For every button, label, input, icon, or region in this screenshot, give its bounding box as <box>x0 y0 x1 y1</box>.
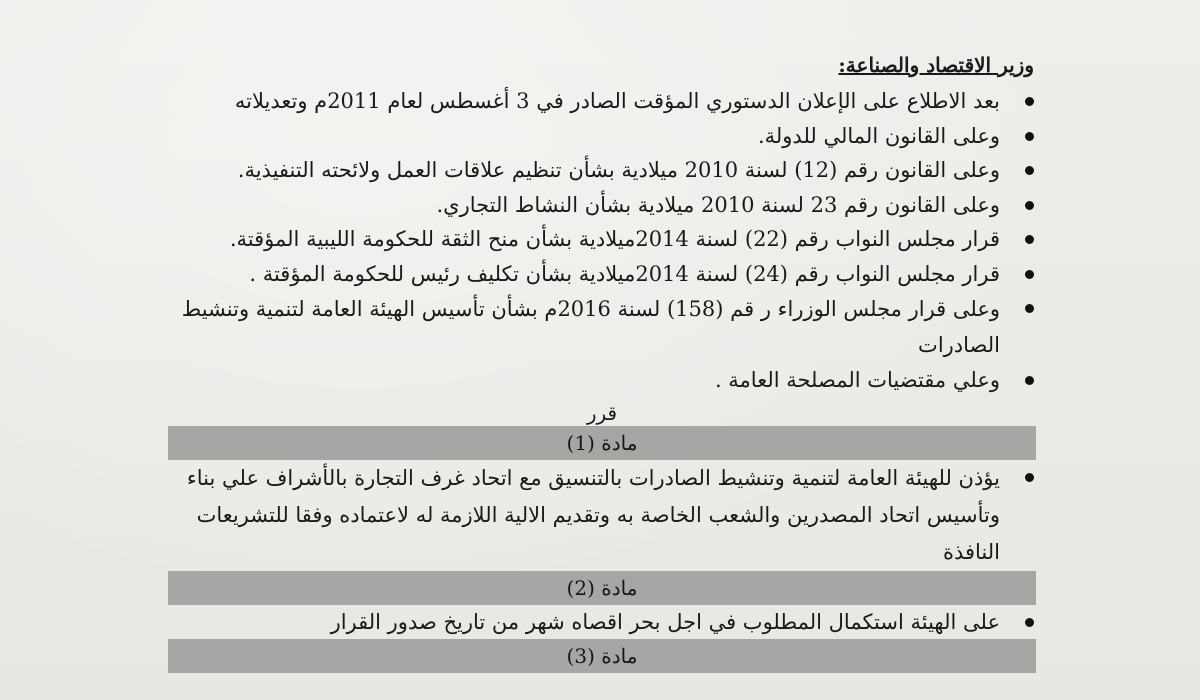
article-3-title: مادة (3) <box>168 639 1036 673</box>
bullet-icon <box>1025 618 1034 627</box>
preamble-item: بعد الاطلاع على الإعلان الدستوري المؤقت الصادر في 3 أغسطس لعام 2011م وتعديلاته <box>170 84 1034 119</box>
article-1-list <box>170 460 1034 571</box>
preamble-item: وعلى القانون المالي للدولة. <box>170 119 1034 154</box>
preamble-item: قرار مجلس النواب رقم (24) لسنة 2014ميلادية بشأن تكليف رئيس للحكومة المؤقتة . <box>170 257 1034 292</box>
article-2-list <box>170 605 1034 640</box>
bullet-icon <box>1025 473 1034 482</box>
minister-heading: وزير الاقتصاد والصناعة: <box>838 53 1034 77</box>
bullet-icon <box>1025 166 1034 175</box>
article-2-text: على الهيئة استكمال المطلوب في اجل بحر اقصاه شهر من تاريخ صدور القرار <box>170 605 1034 640</box>
preamble-item: وعلي مقتضيات المصلحة العامة . <box>170 363 1034 398</box>
bullet-icon <box>1025 376 1034 385</box>
preamble-item: وعلى قرار مجلس الوزراء ر قم (158) لسنة 2016م بشأن تأسيس الهيئة العامة لتنمية وتنشيط الصادرات <box>170 291 1034 363</box>
decree-body <box>170 50 1034 673</box>
decision-label: قرر <box>586 400 618 425</box>
bullet-icon <box>1025 270 1034 279</box>
bullet-icon <box>1025 304 1034 313</box>
preamble-item: قرار مجلس النواب رقم (22) لسنة 2014ميلادية بشأن منح الثقة للحكومة الليبية المؤقتة. <box>170 222 1034 257</box>
preamble-list <box>170 84 1034 398</box>
article-1-text: يؤذن للهيئة العامة لتنمية وتنشيط الصادرات بالتنسيق مع اتحاد غرف التجارة بالأشراف علي بناء وتأسيس اتحاد المصدرين والشعب الخاصة به وتقديم الالية اللازمة له لاعتماده وفقا للتشريعات النافذة <box>170 460 1034 571</box>
preamble-item: وعلى القانون رقم 23 لسنة 2010 ميلادية بشأن النشاط التجاري. <box>170 188 1034 223</box>
bullet-icon <box>1025 132 1034 141</box>
bullet-icon <box>1025 201 1034 210</box>
article-1-title: مادة (1) <box>168 426 1036 460</box>
preamble-item: وعلى القانون رقم (12) لسنة 2010 ميلادية بشأن تنظيم علاقات العمل ولائحته التنفيذية. <box>170 153 1034 188</box>
article-2-title: مادة (2) <box>168 571 1036 605</box>
bullet-icon <box>1025 235 1034 244</box>
bullet-icon <box>1025 97 1034 106</box>
